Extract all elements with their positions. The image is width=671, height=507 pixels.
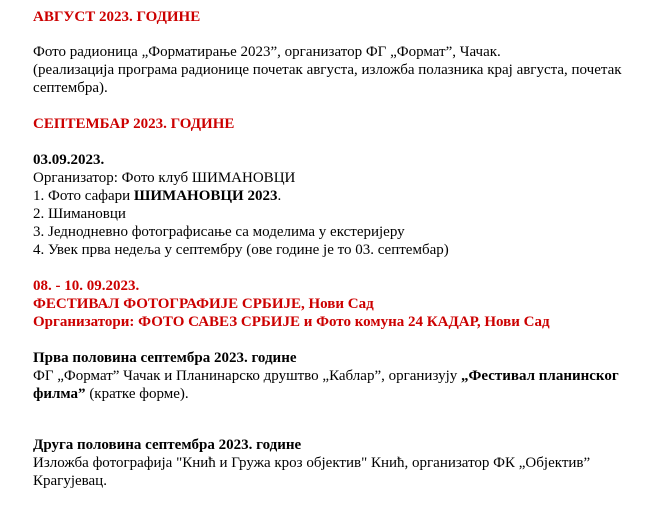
event1-item-3: 3. Једнодневно фотографисање са моделима у екстеријеру	[33, 224, 405, 240]
event3-text-prefix: ФГ „Формат” Чачак и Планинарско друштво „Каблар”, организују	[33, 368, 461, 384]
event4-period: Друга половина септембра 2023. године	[33, 437, 302, 453]
event4-exhibition-line-cont: Крагујевац.	[33, 473, 107, 489]
event2-organizers: Организатори: ФОТО САВЕЗ СРБИЈЕ и Фото комуна 24 КАДАР, Нови Сад	[33, 314, 550, 330]
event3-festival-name-cont: филма”	[33, 386, 86, 402]
event1-item-4: 4. Увек прва недеља у септембру (ове године је то 03. септембар)	[33, 242, 449, 258]
august-workshop-note-cont: септембра).	[33, 80, 108, 96]
event1-date: 03.09.2023.	[33, 152, 105, 168]
august-workshop-line: Фото радионица „Форматирање 2023”, организатор ФГ „Формат”, Чачак.	[33, 44, 501, 60]
event3-text-line2	[33, 385, 671, 403]
event3-period: Прва половина септембра 2023. године	[33, 350, 297, 366]
event3-text-line1	[33, 367, 671, 385]
event1-item-1-prefix: 1. Фото сафари	[33, 188, 134, 204]
document-body	[33, 8, 671, 490]
august-heading: АВГУСТ 2023. ГОДИНЕ	[33, 9, 201, 25]
event2-title: ФЕСТИВАЛ ФОТОГРАФИЈЕ СРБИЈЕ, Нови Сад	[33, 296, 374, 312]
event1-item-1-suffix: .	[277, 188, 282, 204]
event3-festival-name: „Фестивал планинског	[461, 368, 619, 384]
event1-item-1-bold: ШИМАНОВЦИ 2023	[133, 188, 278, 204]
event1-organizer: Организатор: Фото клуб ШИМАНОВЦИ	[33, 170, 296, 186]
september-heading: СЕПТЕМБАР 2023. ГОДИНЕ	[33, 116, 235, 132]
event1-item-1	[33, 187, 671, 205]
event1-item-2: 2. Шимановци	[33, 206, 126, 222]
event2-date: 08. - 10. 09.2023.	[33, 278, 140, 294]
event3-text-suffix: (кратке форме).	[85, 386, 189, 402]
august-workshop-note: (реализација програма радионице почетак августа, изложба полазника крај августа, почетак	[33, 62, 622, 78]
event4-exhibition-line: Изложба фотографија "Кнић и Гружа кроз објектив" Кнић, организатор ФК „Објектив”	[33, 455, 591, 471]
